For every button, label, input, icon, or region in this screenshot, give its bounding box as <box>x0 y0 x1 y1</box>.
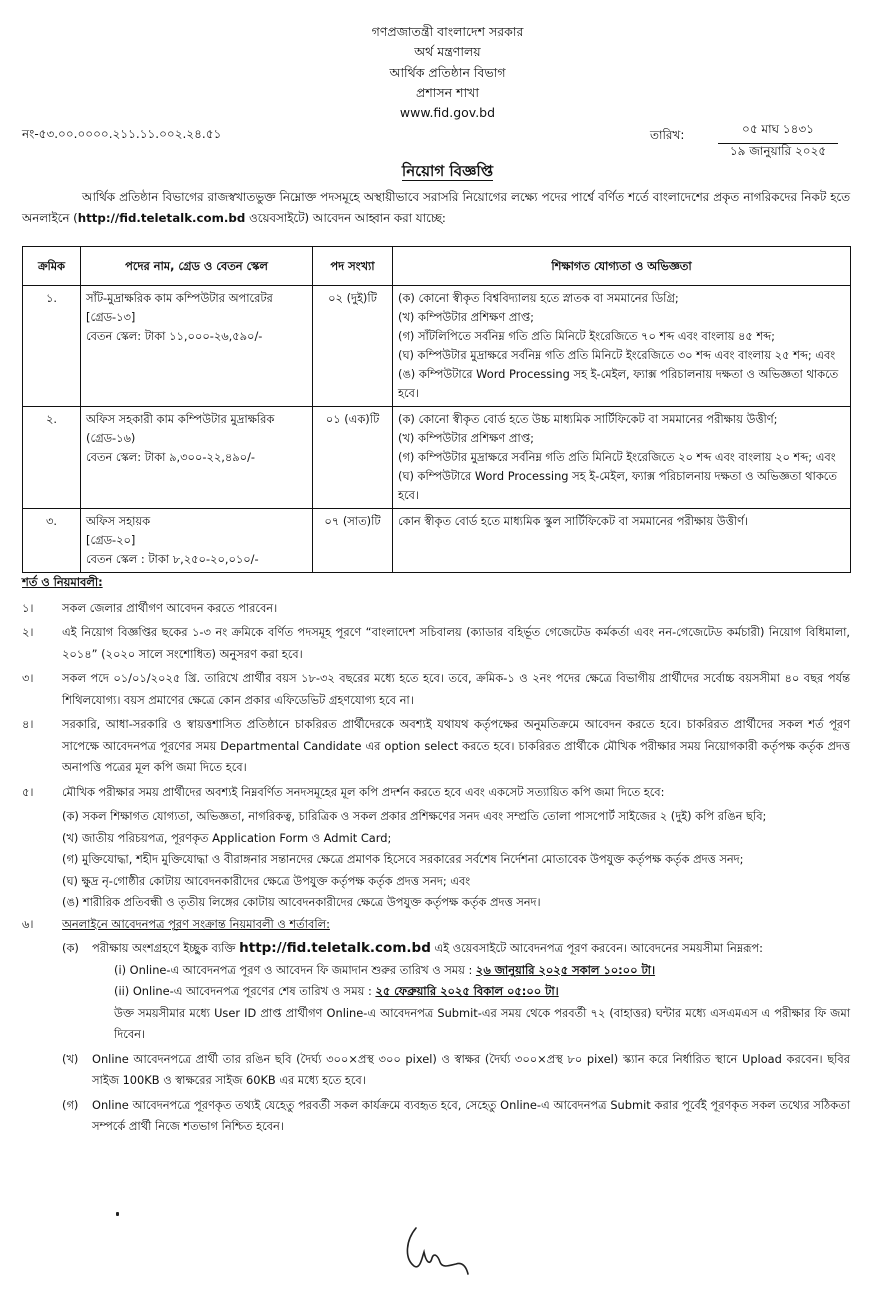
qualification-item: (ঘ) কম্পিউটার মুদ্রাক্ষরে সর্বনিম্ন গতি প্রতি মিনিটে ইংরেজিতে ৩০ শব্দ এবং বাংলায় ২৫ শব্দ; এবং <box>398 348 836 362</box>
online-rules-heading: অনলাইনে আবেদনপত্র পূরণ সংক্রান্ত নিয়মাবলী ও শর্তাবলি: <box>62 916 330 931</box>
start-date-line: (i) Online-এ আবেদনপত্র পূরণ ও আবেদন ফি জমাদান শুরুর তারিখ ও সময় : ২৬ জানুয়ারি ২০২৫ সকাল ১০:০০ টা। <box>114 962 656 977</box>
date-english: ১৯ জানুয়ারি ২০২৫ <box>729 144 827 158</box>
apply-url-link[interactable]: http://fid.teletalk.com.bd <box>239 940 431 956</box>
post-scale: বেতন স্কেল: টাকা ৯,৩০০-২২,৪৯০/- <box>86 450 256 464</box>
qualification-item: (গ) কম্পিউটার মুদ্রাক্ষরে সর্বনিম্ন গতি প্রতি মিনিটে ইংরেজিতে ২০ শব্দ এবং বাংলায় ২০ শব্দ; এবং <box>398 450 836 464</box>
online-rule-kh: (খ) Online আবেদনপত্রে প্রার্থী তার রঙিন ছবি (দৈর্ঘ্য ৩০০×প্রস্থ ৩০০ pixel) ও স্বাক্ষর (দৈর্ঘ্য ৩০০×প্রস্থ ৮০ pixel) স্ক্যান করে নির্ধারিত স্থানে Upload করবেন। ছবির সাইজ 100KB ও স্বাক্ষরের সাইজ 60KB এর মধ্যে হতে হবে। <box>62 1051 850 1087</box>
division-name: আর্থিক প্রতিষ্ঠান বিভাগ <box>389 65 506 80</box>
table-row <box>23 407 851 509</box>
branch-name: প্রশাসন শাখা <box>416 85 479 100</box>
certificate-item: (ঘ) ক্ষুদ্র নৃ-গোষ্ঠীর কোটায় আবেদনকারীদের ক্ষেত্রে উপযুক্ত কর্তৃপক্ষ কর্তৃক প্রদত্ত সনদ; এবং <box>62 873 471 888</box>
row-serial: ২. <box>23 407 81 509</box>
end-date-value: ২৫ ফেব্রুয়ারি ২০২৫ বিকাল ০৫:০০ টা। <box>375 984 559 998</box>
certificate-item: (ক) সকল শিক্ষাগত যোগ্যতা, অভিজ্ঞতা, নাগরিকত্ব, চারিত্রিক ও সকল প্রকার প্রশিক্ষণের সনদ এবং সম্প্রতি তোলা পাসপোর্ট সাইজের ২ (দুই) কপি রঙিন ছবি; <box>62 809 767 823</box>
table-row <box>23 286 851 407</box>
th-count: পদ সংখ্যা <box>313 247 393 286</box>
website-link[interactable]: www.fid.gov.bd <box>399 105 496 120</box>
term-item: ৩। সকল পদে ০১/০১/২০২৫ খ্রি. তারিখে প্রার্থীর বয়স ১৮-৩২ বছরের মধ্যে হতে হবে। তবে, ক্রমিক-১ ও ২নং পদের ক্ষেত্রে বিভাগীয় প্রার্থীদের সর্বোচ্চ বয়সসীমা ৪০ বছর পর্যন্ত শিথিলযোগ্য। বয়স প্রমাণের ক্ষেত্রে কোন প্রকার এফিডেভিট গ্রহণযোগ্য হবে না। <box>22 671 850 707</box>
post-cell <box>81 286 313 407</box>
post-name: অফিস সহায়ক <box>86 514 151 528</box>
fee-note: উক্ত সময়সীমার মধ্যে User ID প্রাপ্ত প্রার্থীগণ Online-এ আবেদনপত্র Submit-এর সময় থেকে পরবর্তী ৭২ (বাহাত্তর) ঘন্টার মধ্যে এসএমএস এ পরীক্ষার ফি জমা দিবেন। <box>114 1005 850 1041</box>
term-item: ৬। অনলাইনে আবেদনপত্র পূরণ সংক্রান্ত নিয়মাবলী ও শর্তাবলি: <box>22 916 330 931</box>
table-header-row <box>23 247 851 286</box>
qualification-item: (খ) কম্পিউটার প্রশিক্ষণ প্রাপ্ত; <box>398 310 534 324</box>
terms-section <box>22 572 850 1138</box>
qualification-item: (ঘ) কম্পিউটারে Word Processing সহ ই-মেইল, ফ্যাক্স পরিচালনায় দক্ষতা ও অভিজ্ঞতা থাকতে হবে। <box>398 469 837 502</box>
term-item: ১। সকল জেলার প্রার্থীগণ আবেদন করতে পারবেন। <box>22 600 278 615</box>
post-scale: বেতন স্কেল : টাকা ৮,২৫০-২০,০১০/- <box>86 552 259 566</box>
term-item: ২। এই নিয়োগ বিজ্ঞপ্তির ছকের ১-৩ নং ক্রমিকে বর্ণিত পদসমূহ পূরণে “বাংলাদেশ সচিবালয় (ক্যাডার বহির্ভূত গেজেটেড কর্মকর্তা এবং নন-গেজেটেড কর্মচারী) নিয়োগ বিধিমালা, ২০১৪” (২০২০ সালে সংশোধিত) অনুসরণ করা হবে। <box>22 625 850 661</box>
intro-paragraph: আর্থিক প্রতিষ্ঠান বিভাগের রাজস্বখাতভুক্ত নিম্নোক্ত পদসমূহে অস্থায়ীভাবে সরাসরি নিয়োগের লক্ষ্যে পদের পার্শ্বে বর্ণিত শর্তে বাংলাদেশের প্রকৃত নাগরিকদের নিকট হতে অনলাইনে (http://fid.teletalk.com.bd ওয়েবসাইটে) আবেদন আহ্বান করা যাচ্ছে: <box>22 190 850 225</box>
post-grade: [গ্রেড-২০] <box>86 533 136 547</box>
post-grade: [গ্রেড-১৩] <box>86 310 136 324</box>
start-date-value: ২৬ জানুয়ারি ২০২৫ সকাল ১০:০০ টা। <box>475 962 656 977</box>
post-name: সাঁট-মুদ্রাক্ষরিক কাম কম্পিউটার অপারেটর <box>86 291 273 305</box>
page-title: নিয়োগ বিজ্ঞপ্তি <box>401 162 494 180</box>
qualification-cell <box>393 286 851 407</box>
th-post: পদের নাম, গ্রেড ও বেতন স্কেল <box>81 247 313 286</box>
qualification-cell <box>393 509 851 573</box>
qualification-item: (খ) কম্পিউটার প্রশিক্ষণ প্রাপ্ত; <box>398 431 534 445</box>
qualification-item: (ক) কোনো স্বীকৃত বিশ্ববিদ্যালয় হতে স্নাতক বা সমমানের ডিগ্রি; <box>398 291 679 305</box>
post-grade: (গ্রেড-১৬) <box>86 431 136 445</box>
post-cell <box>81 407 313 509</box>
qualification-item: (গ) সাঁটলিপিতে সর্বনিম্ন গতি প্রতি মিনিটে ইংরেজিতে ৭০ শব্দ এবং বাংলায় ৪৫ শব্দ; <box>398 329 776 343</box>
qualification-item: (ঙ) কম্পিউটারে Word Processing সহ ই-মেইল, ফ্যাক্স পরিচালনায় দক্ষতা ও অভিজ্ঞতা থাকতে হবে। <box>398 367 839 400</box>
terms-heading: শর্ত ও নিয়মাবলী: <box>22 575 103 589</box>
row-serial: ১. <box>23 286 81 407</box>
ink-dot <box>116 1212 119 1216</box>
qualification-cell <box>393 407 851 509</box>
post-count: ০৭ (সাত)টি <box>313 509 393 573</box>
certificate-list <box>22 806 850 914</box>
table-row <box>23 509 851 573</box>
th-serial: ক্রমিক <box>23 247 81 286</box>
online-rule-k: (ক) পরীক্ষায় অংশগ্রহণে ইচ্ছুক ব্যক্তি http://fid.teletalk.com.bd এই ওয়েবসাইটে আবেদনপত্র পূরণ করবেন। আবেদনের সময়সীমা নিম্নরূপ: <box>62 940 763 956</box>
term-item: ৪। সরকারি, আধা-সরকারি ও স্বায়ত্তশাসিত প্রতিষ্ঠানে চাকরিরত প্রার্থীদেরকে অবশ্যই যথাযথ কর্তৃপক্ষের অনুমতিক্রমে আবেদন করতে হবে। চাকরিরত প্রার্থীদের সকল শর্ত পূরণ সাপেক্ষে আবেদনপত্র পূরণের সময় Departmental Candidate এর option select করতে হবে। চাকরিরত প্রার্থীকে মৌখিক পরীক্ষার সময় নিয়োগকারী কর্তৃপক্ষ কর্তৃক প্রদত্ত অনাপত্তি পত্রের মূল কপি জমা দিতে হবে। <box>22 717 850 774</box>
govt-name: গণপ্রজাতন্ত্রী বাংলাদেশ সরকার <box>371 24 524 39</box>
date-label: তারিখ: <box>650 128 685 142</box>
post-cell <box>81 509 313 573</box>
posts-table <box>22 246 851 573</box>
post-count: ০২ (দুই)টি <box>313 286 393 407</box>
th-qualification: শিক্ষাগত যোগ্যতা ও অভিজ্ঞতা <box>393 247 851 286</box>
qualification-item: (ক) কোনো স্বীকৃত বোর্ড হতে উচ্চ মাধ্যমিক সার্টিফিকেট বা সমমানের পরীক্ষায় উত্তীর্ণ; <box>398 412 778 426</box>
post-scale: বেতন স্কেল: টাকা ১১,০০০-২৬,৫৯০/- <box>86 329 263 343</box>
memo-number: নং-৫৩.০০.০০০০.২১১.১১.০০২.২৪.৫১ <box>22 127 222 141</box>
term-item: ৫। মৌখিক পরীক্ষার সময় প্রার্থীদের অবশ্যই নিম্নবর্ণিত সনদসমূহের মূল কপি প্রদর্শন করতে হবে এবং একসেট সত্যায়িত কপি জমা দিতে হবে: <box>22 784 665 799</box>
post-count: ০১ (এক)টি <box>313 407 393 509</box>
certificate-item: (খ) জাতীয় পরিচয়পত্র, পূরণকৃত Application Form ও Admit Card; <box>62 830 392 845</box>
ministry-name: অর্থ মন্ত্রণালয় <box>414 44 481 59</box>
certificate-item: (গ) মুক্তিযোদ্ধা, শহীদ মুক্তিযোদ্ধা ও বীরাঙ্গনার সন্তানদের ক্ষেত্রে প্রমাণক হিসেবে সরকারের সর্বশেষ নির্দেশনা মোতাবেক উপযুক্ত কর্তৃপক্ষ কর্তৃক প্রদত্ত সনদ; <box>62 852 744 866</box>
post-name: অফিস সহকারী কাম কম্পিউটার মুদ্রাক্ষরিক <box>86 412 275 426</box>
signature-image <box>402 1222 482 1282</box>
date-bangla: ০৫ মাঘ ১৪৩১ <box>718 121 838 144</box>
end-date-line: (ii) Online-এ আবেদনপত্র পূরণের শেষ তারিখ ও সময় : ২৫ ফেব্রুয়ারি ২০২৫ বিকাল ০৫:০০ টা। <box>114 984 559 998</box>
intro-url-link[interactable]: http://fid.teletalk.com.bd <box>77 211 246 225</box>
qualification-item: কোন স্বীকৃত বোর্ড হতে মাধ্যমিক স্কুল সার্টিফিকেট বা সমমানের পরীক্ষায় উত্তীর্ণ। <box>398 514 749 528</box>
online-rule-g: (গ) Online আবেদনপত্রে পূরণকৃত তথ্যই যেহেতু পরবর্তী সকল কার্যক্রমে ব্যবহৃত হবে, সেহেতু Online-এ আবেদনপত্র Submit করার পূর্বেই পূরণকৃত সকল তথ্যের সঠিকতা সম্পর্কে প্রার্থী নিজে শতভাগ নিশ্চিত হবেন। <box>62 1097 850 1133</box>
certificate-item: (ঙ) শারীরিক প্রতিবন্ধী ও তৃতীয় লিঙ্গের কোটায় আবেদনকারীদের ক্ষেত্রে উপযুক্ত কর্তৃপক্ষ কর্তৃক প্রদত্ত সনদ। <box>62 895 541 909</box>
row-serial: ৩. <box>23 509 81 573</box>
